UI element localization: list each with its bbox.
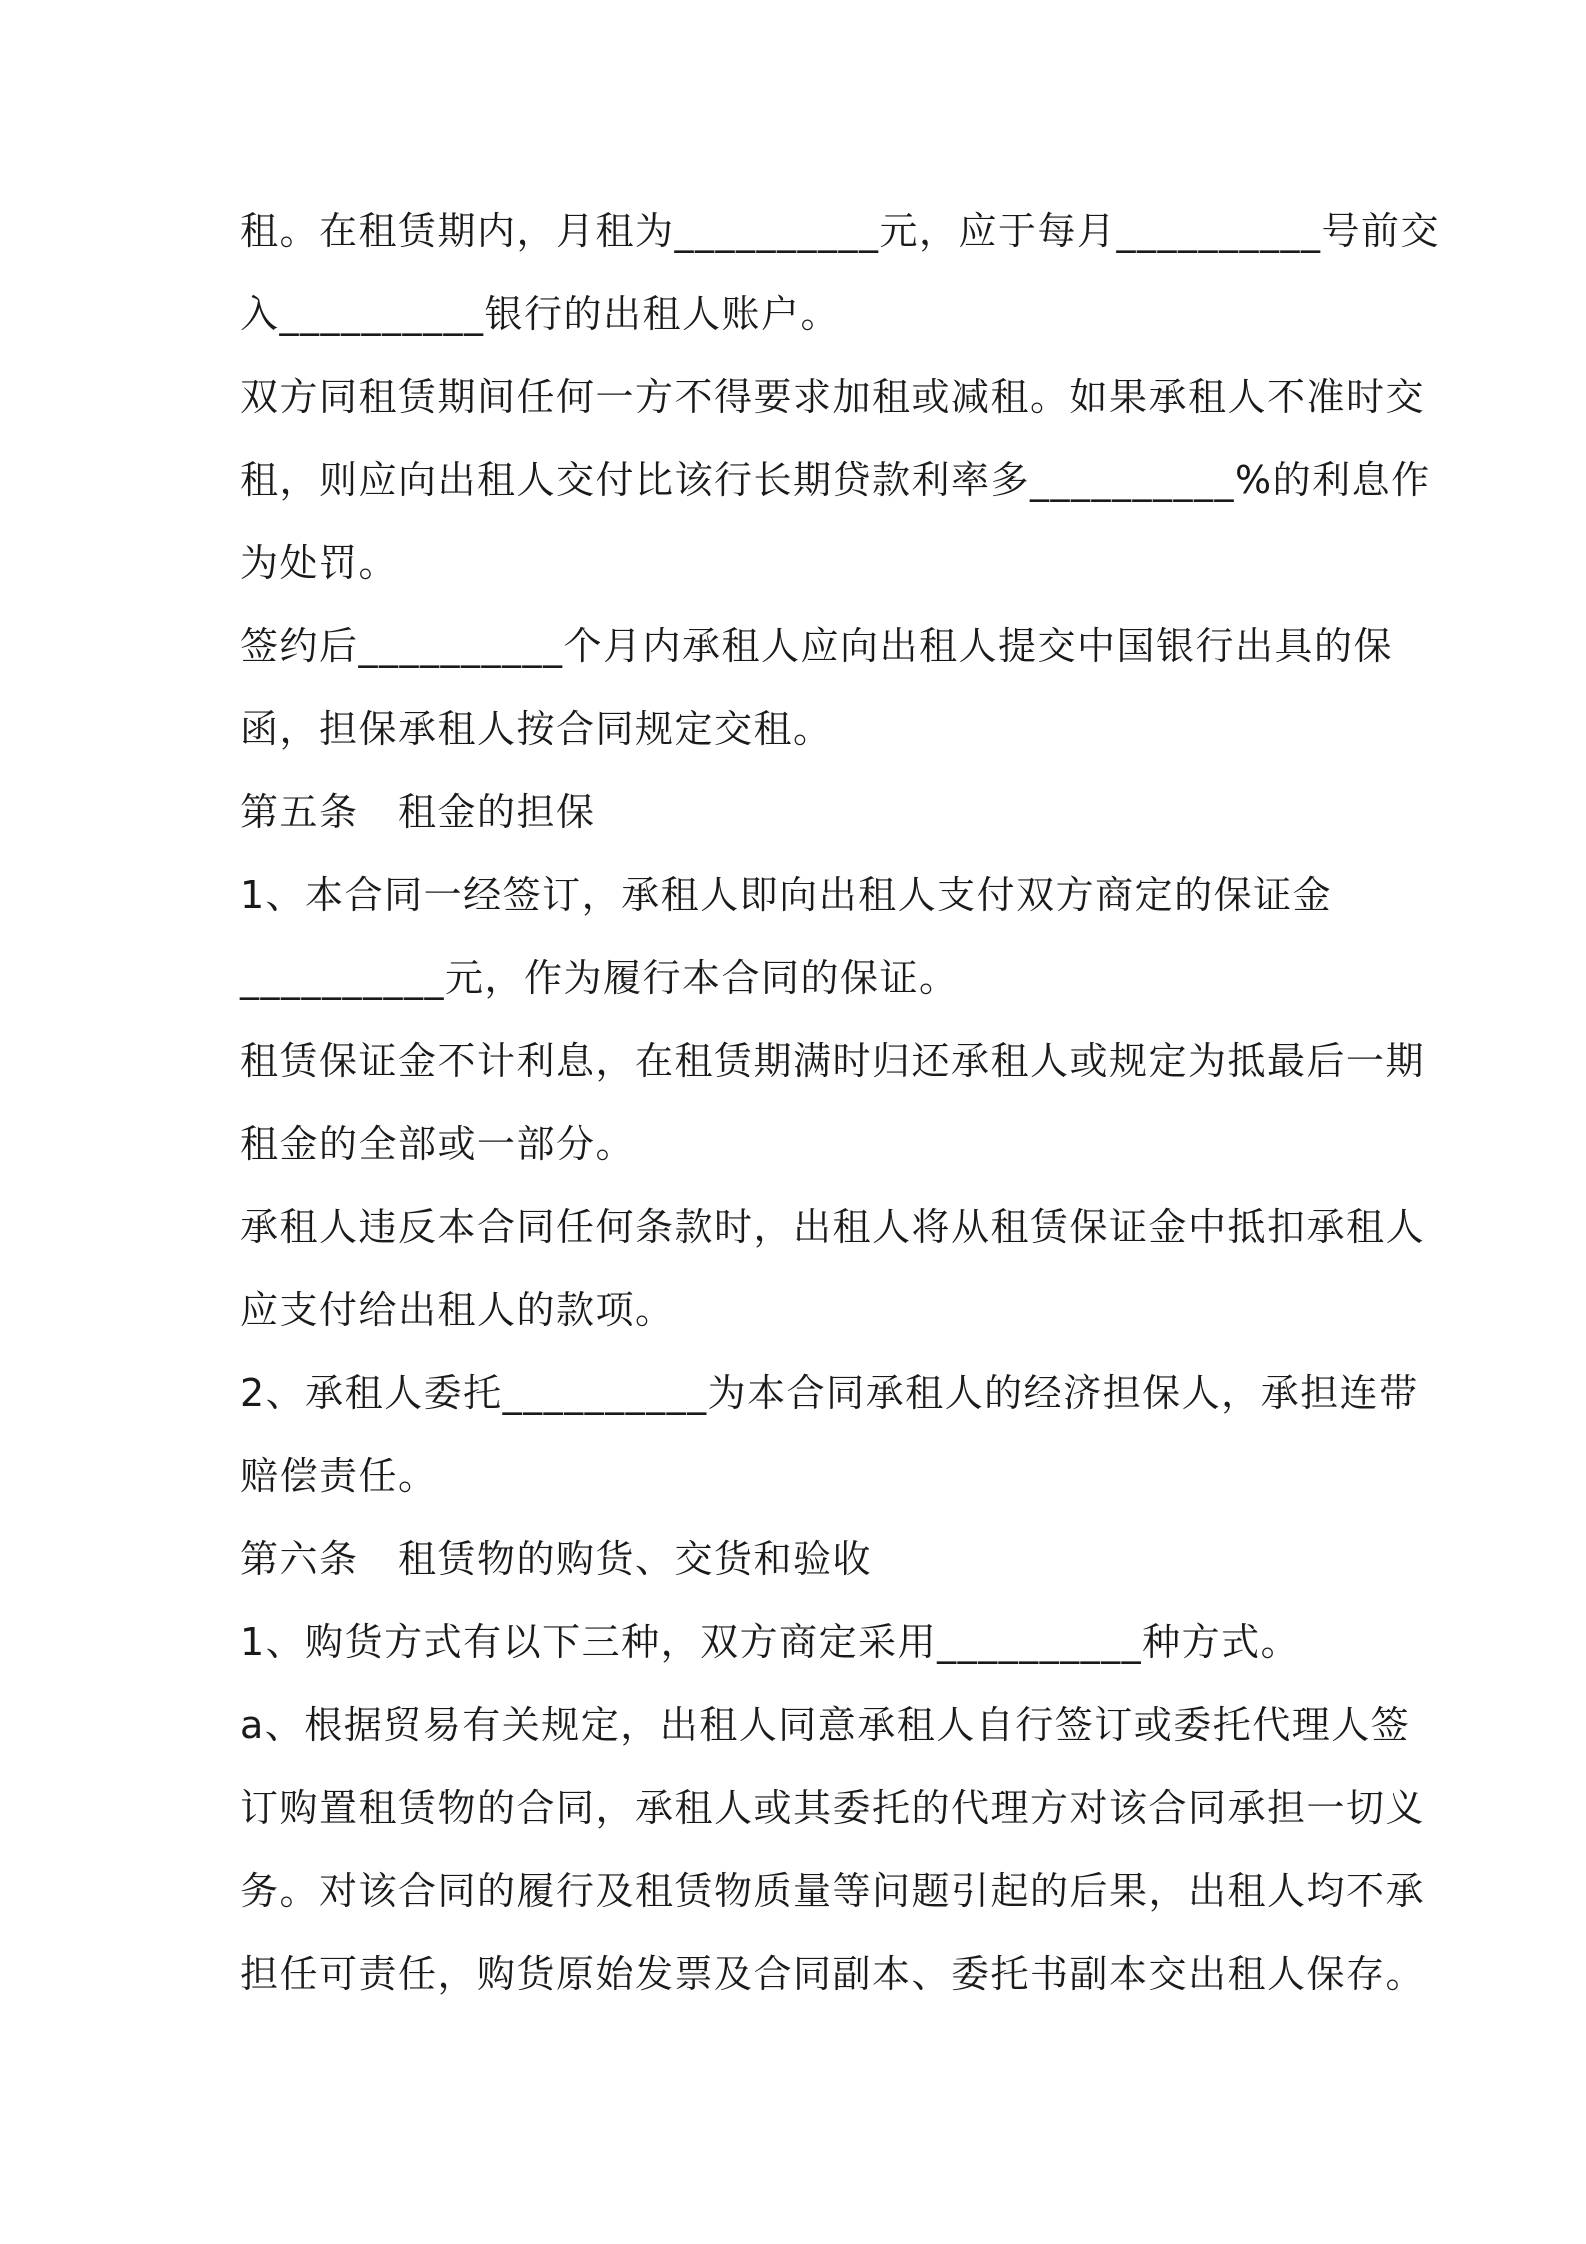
- article-heading-6: 第六条 租赁物的购货、交货和验收: [240, 1537, 873, 1581]
- text-line: 租，则应向出租人交付比该行长期贷款利率多__________%的利息作: [240, 458, 1431, 502]
- text-line: 为处罚。: [240, 541, 399, 585]
- text-line: 赔偿责任。: [240, 1454, 438, 1498]
- text-line: 租。在租赁期内，月租为__________元，应于每月__________号前交: [240, 209, 1441, 253]
- text-line: 双方同租赁期间任何一方不得要求加租或减租。如果承租人不准时交: [240, 375, 1426, 419]
- text-line: 承租人违反本合同任何条款时，出租人将从租赁保证金中抵扣承租人: [240, 1205, 1426, 1249]
- text-line: __________元，作为履行本合同的保证。: [240, 956, 959, 1000]
- text-line: 1、本合同一经签订，承租人即向出租人支付双方商定的保证金: [240, 873, 1333, 917]
- text-line: 1、购货方式有以下三种，双方商定采用__________种方式。: [240, 1620, 1301, 1664]
- text-line: 2、承租人委托__________为本合同承租人的经济担保人，承担连带: [240, 1371, 1419, 1415]
- document-body: [240, 190, 1441, 2016]
- text-line: a、根据贸易有关规定，出租人同意承租人自行签订或委托代理人签: [240, 1703, 1411, 1747]
- text-line: 担任可责任，购货原始发票及合同副本、委托书副本交出租人保存。: [240, 1952, 1426, 1996]
- text-line: 签约后__________个月内承租人应向出租人提交中国银行出具的保: [240, 624, 1394, 668]
- text-line: 订购置租赁物的合同，承租人或其委托的代理方对该合同承担一切义: [240, 1786, 1426, 1830]
- text-line: 租赁保证金不计利息，在租赁期满时归还承租人或规定为抵最后一期: [240, 1039, 1426, 1083]
- text-line: 应支付给出租人的款项。: [240, 1288, 675, 1332]
- text-line: 入__________银行的出租人账户。: [240, 292, 841, 336]
- text-line: 租金的全部或一部分。: [240, 1122, 636, 1166]
- text-line: 务。对该合同的履行及租赁物质量等问题引起的后果，出租人均不承: [240, 1869, 1426, 1913]
- text-line: 函，担保承租人按合同规定交租。: [240, 707, 833, 751]
- article-heading-5: 第五条 租金的担保: [240, 790, 596, 834]
